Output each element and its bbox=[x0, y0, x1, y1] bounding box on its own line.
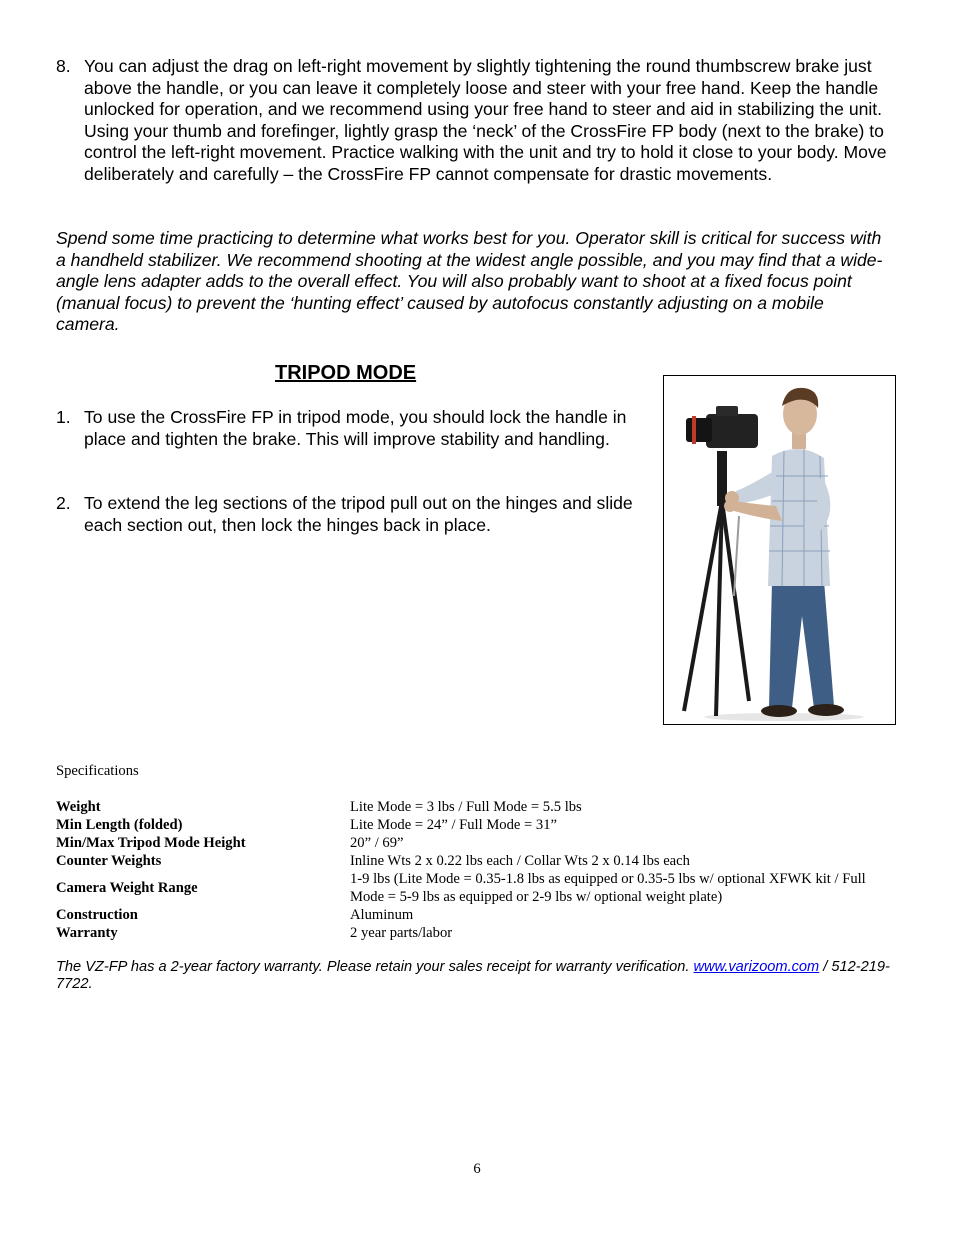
spec-row-camera-weight-range bbox=[56, 870, 896, 906]
spec-row-weight bbox=[56, 798, 896, 816]
operator-with-tripod-illustration bbox=[664, 376, 895, 724]
spec-row-counter-weights bbox=[56, 852, 896, 870]
spec-label: Counter Weights bbox=[56, 853, 162, 869]
spec-label: Min Length (folded) bbox=[56, 817, 183, 833]
step-text: To use the CrossFire FP in tripod mode, you should lock the handle in place and tighten the brake. This will improve stability and handling. bbox=[84, 407, 627, 449]
spec-value: 2 year parts/labor bbox=[350, 925, 453, 941]
varizoom-website-link[interactable]: www.varizoom.com bbox=[693, 959, 820, 975]
spec-row-min-length bbox=[56, 816, 896, 834]
tripod-mode-heading: TRIPOD MODE bbox=[275, 362, 417, 384]
step-number: 1. bbox=[56, 407, 71, 427]
spec-value: 1-9 lbs (Lite Mode = 0.35-1.8 lbs as equipped or 0.35-5 lbs w/ optional XFWK kit / Full Mode = 5-9 lbs as equipped or 2-9 lbs w/ optional weight plate) bbox=[350, 871, 866, 905]
spec-label: Camera Weight Range bbox=[56, 880, 198, 896]
page-number: 6 bbox=[473, 1161, 481, 1177]
spec-value: Aluminum bbox=[350, 907, 414, 923]
spec-value: Inline Wts 2 x 0.22 lbs each / Collar Wts 2 x 0.14 lbs each bbox=[350, 853, 690, 869]
spec-row-warranty bbox=[56, 924, 896, 942]
practice-note: Spend some time practicing to determine what works best for you. Operator skill is critical for success with a handheld stabilizer. We recommend shooting at the widest angle possible, and you may find that a wide-angle lens adapter adds to the overall effect. You will also probably want to shoot at a fixed focus point (manual focus) to prevent the ‘hunting effect’ caused by autofocus constantly adjusting on a mobile camera. bbox=[56, 228, 883, 334]
spec-value: Lite Mode = 3 lbs / Full Mode = 5.5 lbs bbox=[350, 799, 582, 815]
step-number: 8. bbox=[56, 56, 71, 76]
spec-row-construction bbox=[56, 906, 896, 924]
spec-label: Construction bbox=[56, 907, 138, 923]
specifications-caption: Specifications bbox=[56, 763, 139, 779]
spec-label: Min/Max Tripod Mode Height bbox=[56, 835, 246, 851]
warranty-note bbox=[56, 959, 901, 993]
spec-value: Lite Mode = 24” / Full Mode = 31” bbox=[350, 817, 557, 833]
warranty-text: The VZ-FP has a 2-year factory warranty. Please retain your sales receipt for warranty verification. bbox=[56, 959, 694, 975]
step-8 bbox=[56, 56, 896, 185]
step-number: 2. bbox=[56, 493, 71, 513]
warranty-phone: / 512-219-7722. bbox=[56, 959, 890, 992]
specifications-table bbox=[56, 798, 896, 942]
tripod-step-2 bbox=[56, 493, 648, 536]
step-text: You can adjust the drag on left-right movement by slightly tightening the round thumbscrew brake just above the handle, or you can leave it completely loose and steer with your free hand. Keep the handle unlocked for operation, and we recommend using your free hand to steer and aid in stabilizing the unit. Using your thumb and forefinger, lightly grasp the ‘neck’ of the CrossFire FP body (next to the brake) to control the left-right movement. Practice walking with the unit and try to hold it close to your body. Move deliberately and carefully – the CrossFire FP cannot compensate for drastic movements. bbox=[84, 56, 887, 184]
spec-label: Warranty bbox=[56, 925, 118, 941]
tripod-step-1 bbox=[56, 407, 648, 450]
spec-row-tripod-height bbox=[56, 834, 896, 852]
spec-label: Weight bbox=[56, 799, 101, 815]
step-text: To extend the leg sections of the tripod pull out on the hinges and slide each section out, then lock the hinges back in place. bbox=[84, 493, 633, 535]
spec-value: 20” / 69” bbox=[350, 835, 404, 851]
tripod-mode-photo bbox=[663, 375, 896, 725]
